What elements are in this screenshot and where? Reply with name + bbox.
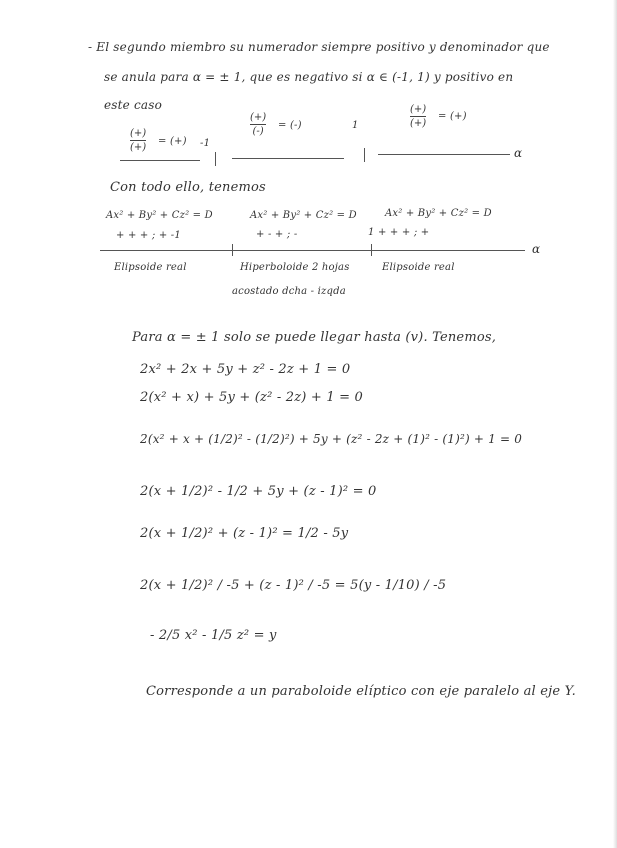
fraction-middle-result: = (-) — [278, 120, 302, 131]
region-right-label: Elipsoide real — [382, 262, 455, 273]
axis-segment-right — [378, 154, 510, 155]
section-heading: Con todo ello, tenemos — [110, 180, 266, 195]
label-plus-one: 1 — [352, 120, 359, 131]
label-minus-one: -1 — [200, 138, 211, 149]
region-middle-label-2: acostado dcha - izqda — [232, 286, 346, 297]
axis-tick-plus-one — [364, 148, 365, 162]
region-left-label: Elipsoide real — [114, 262, 187, 273]
axis-line — [100, 250, 525, 251]
paragraph-line-3: este caso — [104, 98, 163, 112]
fraction-left-denominator: (+) — [130, 142, 147, 153]
paragraph-line-1: - El segundo miembro su numerador siempre positivo y denominador que — [88, 40, 550, 54]
conclusion: Corresponde a un paraboloide elíptico con eje paralelo al eje Y. — [146, 684, 577, 699]
axis-tick-right — [371, 244, 372, 256]
paragraph-line-2: se anula para α = ± 1, que es negativo si α ∈ (-1, 1) y positivo en — [104, 70, 514, 84]
fraction-left-numerator: (+) — [130, 128, 147, 139]
equation-7: - 2/5 x² - 1/5 z² = y — [150, 628, 277, 643]
fraction-left — [130, 128, 146, 153]
equation-3: 2(x² + x + (1/2)² - (1/2)²) + 5y + (z² - 2z + (1)² - (1)²) + 1 = 0 — [140, 432, 523, 446]
fraction-right-result: = (+) — [438, 111, 467, 122]
axis-alpha-label: α — [514, 146, 523, 160]
axis-alpha-label: α — [532, 242, 541, 256]
derivation-intro: Para α = ± 1 solo se puede llegar hasta (v). Tenemos, — [132, 330, 497, 345]
equation-1: 2x² + 2x + 5y + z² - 2z + 1 = 0 — [140, 362, 351, 377]
fraction-right-numerator: (+) — [410, 104, 427, 115]
region-middle-label-1: Hiperboloide 2 hojas — [240, 262, 350, 273]
fraction-left-result: = (+) — [158, 136, 187, 147]
signs-middle: + - + ; - — [256, 229, 298, 240]
equation-5: 2(x + 1/2)² + (z - 1)² = 1/2 - 5y — [140, 526, 349, 541]
equation-right: Ax² + By² + Cz² = D — [385, 208, 492, 219]
page-edge-shadow — [613, 0, 617, 848]
equation-6: 2(x + 1/2)² / -5 + (z - 1)² / -5 = 5(y - 1/10) / -5 — [140, 578, 447, 593]
fraction-middle-denominator: (-) — [252, 126, 264, 137]
axis-segment-left — [120, 160, 200, 161]
equation-2: 2(x² + x) + 5y + (z² - 2z) + 1 = 0 — [140, 390, 364, 405]
axis-segment-middle — [232, 158, 344, 159]
equation-4: 2(x + 1/2)² - 1/2 + 5y + (z - 1)² = 0 — [140, 484, 377, 499]
fraction-middle-numerator: (+) — [250, 112, 267, 123]
signs-left: + + + ; + -1 — [116, 230, 181, 241]
fraction-middle — [250, 112, 266, 137]
axis-tick-minus-one — [215, 152, 216, 166]
signs-right: 1 + + + ; + — [368, 227, 430, 238]
equation-left: Ax² + By² + Cz² = D — [106, 210, 213, 221]
fraction-right — [410, 104, 426, 129]
fraction-right-denominator: (+) — [410, 118, 427, 129]
axis-tick-left — [232, 244, 233, 256]
equation-middle: Ax² + By² + Cz² = D — [250, 210, 357, 221]
